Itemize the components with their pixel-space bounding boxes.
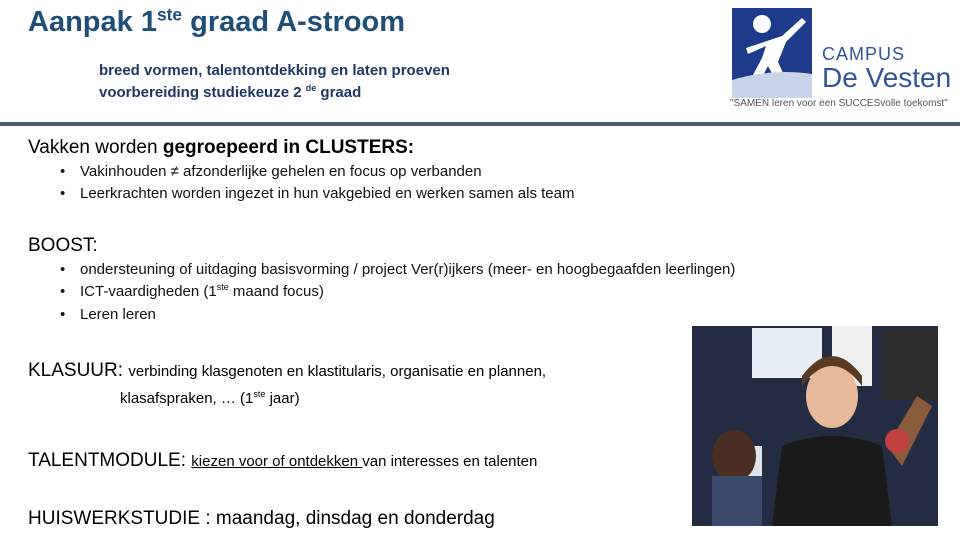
divider (0, 122, 960, 126)
klasuur-line: KLASUUR: verbinding klasgenoten en klastitularis, organisatie en plannen, (28, 360, 547, 381)
page-title: Aanpak 1ste graad A-stroom (28, 4, 405, 38)
clusters-heading: Vakken worden gegroepeerd in CLUSTERS: (28, 137, 415, 158)
boost-heading: BOOST: (28, 235, 98, 256)
subtitle-line-2: voorbereiding studiekeuze 2 $^{de}$ graad (99, 83, 362, 101)
subtitle-line-1: breed vormen, talentontdekking en laten proeven (99, 62, 450, 79)
boost-bullet: • ondersteuning of uitdaging basisvorming / project Ver(r)ijkers (meer- en hoogbegaafden leerlingen) (60, 261, 736, 278)
clusters-bullet: • Vakinhouden ≠ afzonderlijke gehelen en focus op verbanden (60, 163, 482, 180)
students-photo (692, 326, 938, 526)
talentmodule-line: TALENTMODULE: kiezen voor of ontdekken van interesses en talenten (28, 450, 538, 471)
logo-name-text: De Vesten (822, 62, 952, 93)
logo-emblem-icon (732, 8, 812, 98)
logo-slogan: "SAMEN leren voor een SUCCESvolle toekomst" (730, 98, 948, 109)
huiswerkstudie-line: HUISWERKSTUDIE : maandag, dinsdag en donderdag (28, 508, 495, 529)
klasuur-line-2: klasafspraken, … (1ste jaar) (120, 389, 300, 407)
clusters-bullet: • Leerkrachten worden ingezet in hun vakgebied en werken samen als team (60, 185, 575, 202)
boost-bullet: • ICT-vaardigheden (1ste maand focus) (60, 282, 324, 300)
campus-logo (730, 6, 954, 116)
boost-bullet: • Leren leren (60, 306, 156, 323)
logo-campus-text: CAMPUS (822, 44, 906, 64)
